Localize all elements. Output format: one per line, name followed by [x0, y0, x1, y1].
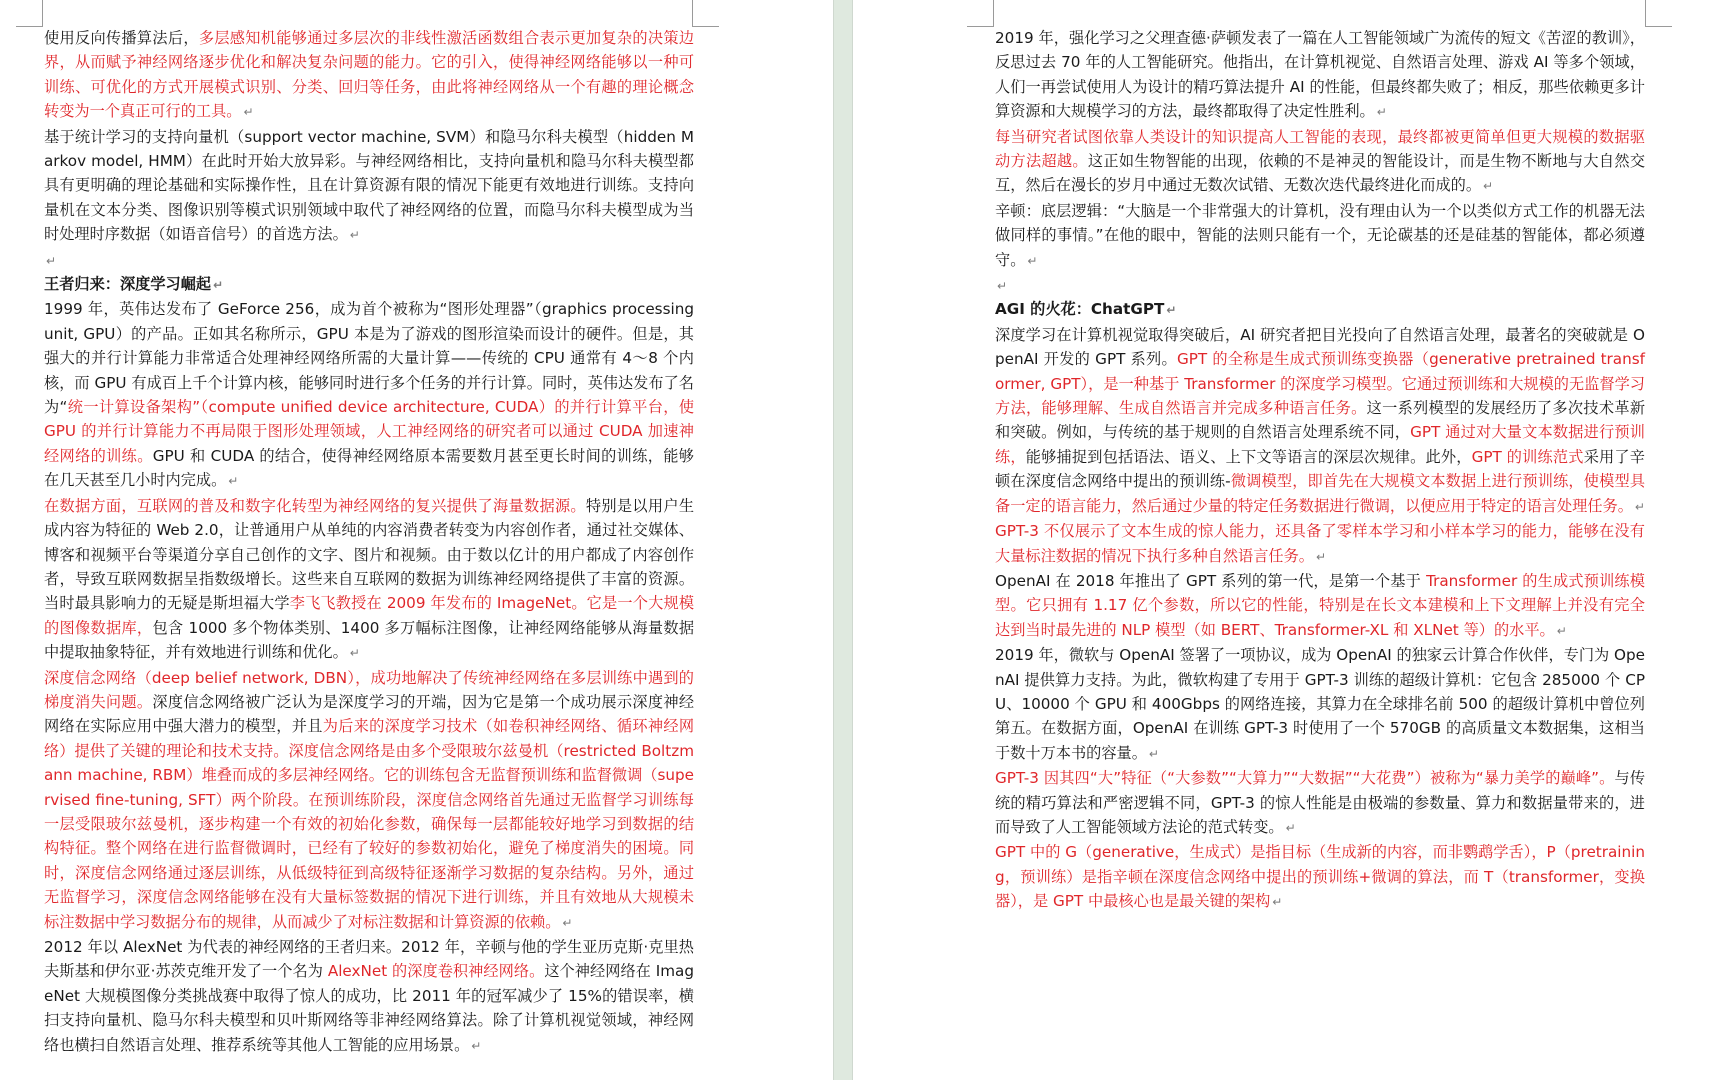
- text-run: GPU 和 CUDA 的结合，使得神经网络原本需要数月甚至更长时间的训练，能够在几天甚至几小时内完成。: [44, 446, 694, 490]
- paragraph: [995, 569, 1645, 643]
- highlighted-text-run: GPT 的训练范式: [1471, 447, 1584, 466]
- paragraph-mark-icon: ↵: [1148, 746, 1159, 761]
- paragraph: [44, 26, 694, 125]
- highlighted-text-run: 李飞飞教授在 2009 年发布的 ImageNet。它是一个大规模的图像数据库，: [44, 594, 695, 637]
- highlighted-text-run: 在数据方面，互联网的普及和数字化转型为神经网络的复兴提供了海量数据源。: [44, 496, 586, 515]
- section-heading: [995, 297, 1645, 322]
- paragraph-mark-icon: ↵: [349, 646, 360, 661]
- text-run: 王者归来：深度学习崛起: [44, 275, 212, 294]
- empty-paragraph: [995, 273, 1645, 297]
- text-run: 这正如生物智能的出现，依赖的不是神灵的智能设计，而是生物不断地与大自然交互，然后在漫长的岁月中通过无数次试错、无数次迭代最终进化而成的。: [995, 152, 1646, 195]
- empty-paragraph: [44, 248, 694, 272]
- text-run: 2012 年以 AlexNet 为代表的神经网络的王者归来。2012 年，辛顿与他的学生亚历克斯·克里热夫斯基和伊尔亚·苏茨克维开发了一个名为: [44, 938, 694, 981]
- paragraph-mark-icon: ↵: [46, 253, 57, 268]
- paragraph: [995, 26, 1645, 125]
- text-run: 与传统的精巧算法和严密逻辑不同，GPT-3 的惊人性能是由极端的参数量、算力和数据量带来的，进而导致了人工智能领域方法论的范式转变。: [995, 769, 1646, 836]
- paragraph: [995, 199, 1645, 273]
- highlighted-text-run: 统一计算设备架构”（compute unified device architecture, CUDA）的并行计算平台，使 GPU 的并行计算能力不再局限于图形处理领域，人工神经网络的研究者可以通过 CUDA 加速神经网络的训练。: [44, 398, 695, 465]
- text-run: 深度信念网络被广泛认为是深度学习的开端，因为它是第一个成功展示深度神经网络在实际应用中强大潜力的模型，并且: [44, 692, 695, 736]
- text-run: 2019 年，强化学习之父理查德·萨顿发表了一篇在人工智能领域广为流传的短文《苦涩的教训》，反思过去 70 年的人工智能研究。他指出，在计算机视觉、自然语言处理、游戏 AI 等多个领域，人们一再尝试使用人为设计的精巧算法提升 AI 的性能，但最终都失败了；相反，那些依赖更多计算资源和大规模学习的方法，最终都取得了决定性胜利。: [995, 29, 1645, 121]
- highlighted-text-run: AlexNet 的深度卷积神经网络。: [327, 962, 545, 981]
- text-run: 特别是以用户生成内容为特征的 Web 2.0，让普通用户从单纯的内容消费者转变为内容创作者，通过社交媒体、博客和视频平台等渠道分享自己创作的文字、图片和视频。由于数以亿计的用户都成了内容创作者，导致互联网数据呈指数级增长。这些来自互联网的数据为训练神经网络提供了丰富的资源。当时最具影响力的无疑是斯坦福大学: [44, 496, 695, 613]
- text-run: 2019 年，微软与 OpenAI 签署了一项协议，成为 OpenAI 的独家云计算合作伙伴，专门为 OpenAI 提供算力支持。为此，微软构建了专用于 GPT-3 训练的超级计算机：它包含 285000 个 CPU、10000 个 GPU 和 400Gbps 的网络连接，其算力在全球排名前 500 的超级计算机中曾位列第五。在数据方面，OpenAI 在训练 GPT-3 时使用了一个 570GB 的高质量文本数据集，这相当于数十万本书的容量。: [995, 646, 1645, 762]
- margin-corner-top-right: [692, 0, 719, 27]
- paragraph-mark-icon: ↵: [1483, 179, 1494, 194]
- paragraph-mark-icon: ↵: [243, 105, 254, 120]
- margin-corner-top-left: [967, 0, 994, 27]
- paragraph-mark-icon: ↵: [1556, 623, 1567, 638]
- margin-corner-top-left: [16, 0, 43, 27]
- text-run: 采用了辛顿在深度信念网络中提出的预训练-: [995, 447, 1645, 491]
- paragraph: [995, 323, 1645, 519]
- document-page-left: [0, 0, 833, 1080]
- text-run: 能够捕捉到包括语法、语义、上下文等语言的深层次规律。此外，: [1025, 447, 1472, 466]
- text-run: 1999 年，英伟达发布了 GeForce 256，成为首个被称为“图形处理器”（graphics processing unit, GPU）的产品。正如其名称所示，GPU 本是为了游戏的图形渲染而设计的硬件。但是，其强大的并行计算能力非常适合处理神经网络所需的大量计算——传统的 CPU 通常有 4～8 个内核，而 GPU 有成百上千个计算内核，能够同时进行多个任务的并行计算。同时，英伟达发布了名为“: [44, 300, 694, 417]
- highlighted-text-run: GPT 通过对大量文本数据进行预训练，: [995, 423, 1645, 466]
- paragraph: [44, 297, 694, 493]
- document-page-right: [853, 0, 1735, 1080]
- paragraph-mark-icon: ↵: [1272, 895, 1283, 910]
- paragraph-mark-icon: ↵: [1376, 105, 1387, 120]
- paragraph-mark-icon: ↵: [1027, 253, 1038, 268]
- paragraph-mark-icon: ↵: [213, 278, 224, 293]
- paragraph: [995, 766, 1645, 840]
- highlighted-text-run: 每当研究者试图依靠人类设计的知识提高人工智能的表现，最终都被更简单但更大规模的数据驱动方法超越。: [995, 127, 1645, 171]
- paragraph: [44, 935, 694, 1058]
- paragraph: [995, 519, 1645, 569]
- highlighted-text-run: GPT-3 不仅展示了文本生成的惊人能力，还具备了零样本学习和小样本学习的能力，能够在没有大量标注数据的情况下执行多种自然语言任务。: [995, 522, 1645, 565]
- paragraph-mark-icon: ↵: [471, 1038, 482, 1053]
- text-run: 使用反向传播算法后，: [44, 29, 199, 47]
- highlighted-text-run: GPT 的全称是生成式预训练变换器（generative pretrained transformer, GPT），是一种基于 Transformer 的深度学习模型。它通过预训练和大规模的无监督学习方法，能够理解、生成自然语言并完成多种语言任务。: [995, 350, 1645, 418]
- paragraph-mark-icon: ↵: [997, 279, 1008, 294]
- page-text-body[interactable]: [995, 26, 1645, 915]
- paragraph: [995, 125, 1645, 199]
- text-run: OpenAI 在 2018 年推出了 GPT 系列的第一代，是第一个基于: [995, 571, 1427, 590]
- page-gap: [833, 0, 853, 1080]
- paragraph-mark-icon: ↵: [349, 228, 360, 243]
- highlighted-text-run: Transformer 的生成式预训练模型。它只拥有 1.17 亿个参数，所以它的性能，特别是在长文本建模和上下文理解上并没有完全达到当时最先进的 NLP 模型（如 BERT、Transformer-XL 和 XLNet 等）的水平。: [995, 571, 1645, 639]
- paragraph-mark-icon: ↵: [1166, 303, 1177, 318]
- paragraph-mark-icon: ↵: [228, 474, 239, 489]
- paragraph: [44, 666, 694, 935]
- paragraph-mark-icon: ↵: [562, 915, 573, 930]
- highlighted-text-run: 为后来的深度学习技术（如卷积神经网络、循环神经网络）提供了关键的理论和技术支持。深度信念网络是由多个受限玻尔兹曼机（restricted Boltzmann machine, RBM）堆叠而成的多层神经网络。它的训练包含无监督预训练和监督微调（supervised fine-tuning, SFT）两个阶段。在预训练阶段，深度信念网络首先通过无监督学习训练每一层受限玻尔兹曼机，逐步构建一个有效的初始化参数，确保每一层都能较好地学习到数据的结构特征。整个网络在进行监督微调时，已经有了较好的参数初始化，避免了梯度消失的困境。同时，深度信念网络通过逐层训练，从低级特征到高级特征逐渐学习数据的复杂结构。另外，通过无监督学习，深度信念网络能够在没有大量标签数据的情况下进行训练，并且有效地从大规模未标注数据中学习数据分布的规律，从而减少了对标注数据和计算资源的依赖。: [44, 717, 695, 931]
- text-run: 基于统计学习的支持向量机（support vector machine, SVM）和隐马尔科夫模型（hidden Markov model, HMM）在此时开始大放异彩。与神经网络相比，支持向量机和隐马尔科夫模型都具有更明确的理论基础和实际操作性，且在计算资源有限的情况下能更有效地进行训练。支持向量机在文本分类、图像识别等模式识别领域中取代了神经网络的位置，而隐马尔科夫模型成为当时处理时序数据（如语音信号）的首选方法。: [44, 127, 694, 244]
- text-run: 辛顿：底层逻辑：“大脑是一个非常强大的计算机，没有理由认为一个以类似方式工作的机器无法做同样的事情。”在他的眼中，智能的法则只能有一个，无论碳基的还是硅基的智能体，都必须遵守。: [995, 201, 1645, 269]
- paragraph-mark-icon: ↵: [1285, 820, 1296, 835]
- highlighted-text-run: 多层感知机能够通过多层次的非线性激活函数组合表示更加复杂的决策边界，从而赋予神经网络逐步优化和解决复杂问题的能力。它的引入，使得神经网络能够以一种可训练、可优化的方式开展模式识别、分类、回归等任务，由此将神经网络从一个有趣的理论概念转变为一个真正可行的工具。: [44, 29, 695, 121]
- paragraph-mark-icon: ↵: [1634, 499, 1645, 514]
- text-run: 这一系列模型的发展经历了多次技术革新和突破。例如，与传统的基于规则的自然语言处理系统不同，: [995, 399, 1646, 442]
- paragraph: [995, 840, 1645, 914]
- page-text-body[interactable]: [44, 26, 694, 1058]
- highlighted-text-run: GPT-3 因其四“大”特征（“大参数”“大算力”“大数据”“大花费”）被称为“暴力美学的巅峰”。: [995, 769, 1615, 788]
- paragraph-mark-icon: ↵: [1315, 549, 1326, 564]
- text-run: 包含 1000 多个物体类别、1400 多万幅标注图像，让神经网络能够从海量数据中提取抽象特征，并有效地进行训练和优化。: [44, 618, 695, 662]
- highlighted-text-run: 深度信念网络（deep belief network, DBN），成功地解决了传统神经网络在多层训练中遇到的梯度消失问题。: [44, 668, 694, 711]
- text-run: 深度学习在计算机视觉取得突破后，AI 研究者把目光投向了自然语言处理，最著名的突破就是 OpenAI 开发的 GPT 系列。: [995, 325, 1645, 369]
- paragraph: [44, 494, 694, 666]
- highlighted-text-run: GPT 中的 G（generative，生成式）是指目标（生成新的内容，而非鹦鹉学舌），P（pretraining，预训练）是指辛顿在深度信念网络中提出的预训练+微调的算法，而 T（transformer，变换器），是 GPT 中最核心也是最关键的架构: [995, 843, 1645, 911]
- section-heading: [44, 272, 694, 297]
- text-run: 这个神经网络在 ImageNet 大规模图像分类挑战赛中取得了惊人的成功，比 2011 年的冠军减少了 15%的错误率，横扫支持向量机、隐马尔科夫模型和贝叶斯网络等非神经网络算法。除了计算机视觉领域，神经网络也横扫自然语言处理、推荐系统等其他人工智能的应用场景。: [44, 962, 694, 1054]
- text-run: AGI 的火花：ChatGPT: [995, 300, 1165, 319]
- paragraph: [995, 643, 1645, 766]
- highlighted-text-run: 微调模型，即首先在大规模文本数据上进行预训练，使模型具备一定的语言能力，然后通过少量的特定任务数据进行微调，以便应用于特定的语言处理任务。: [995, 472, 1646, 515]
- margin-corner-top-right: [1645, 0, 1672, 27]
- paragraph: [44, 125, 694, 248]
